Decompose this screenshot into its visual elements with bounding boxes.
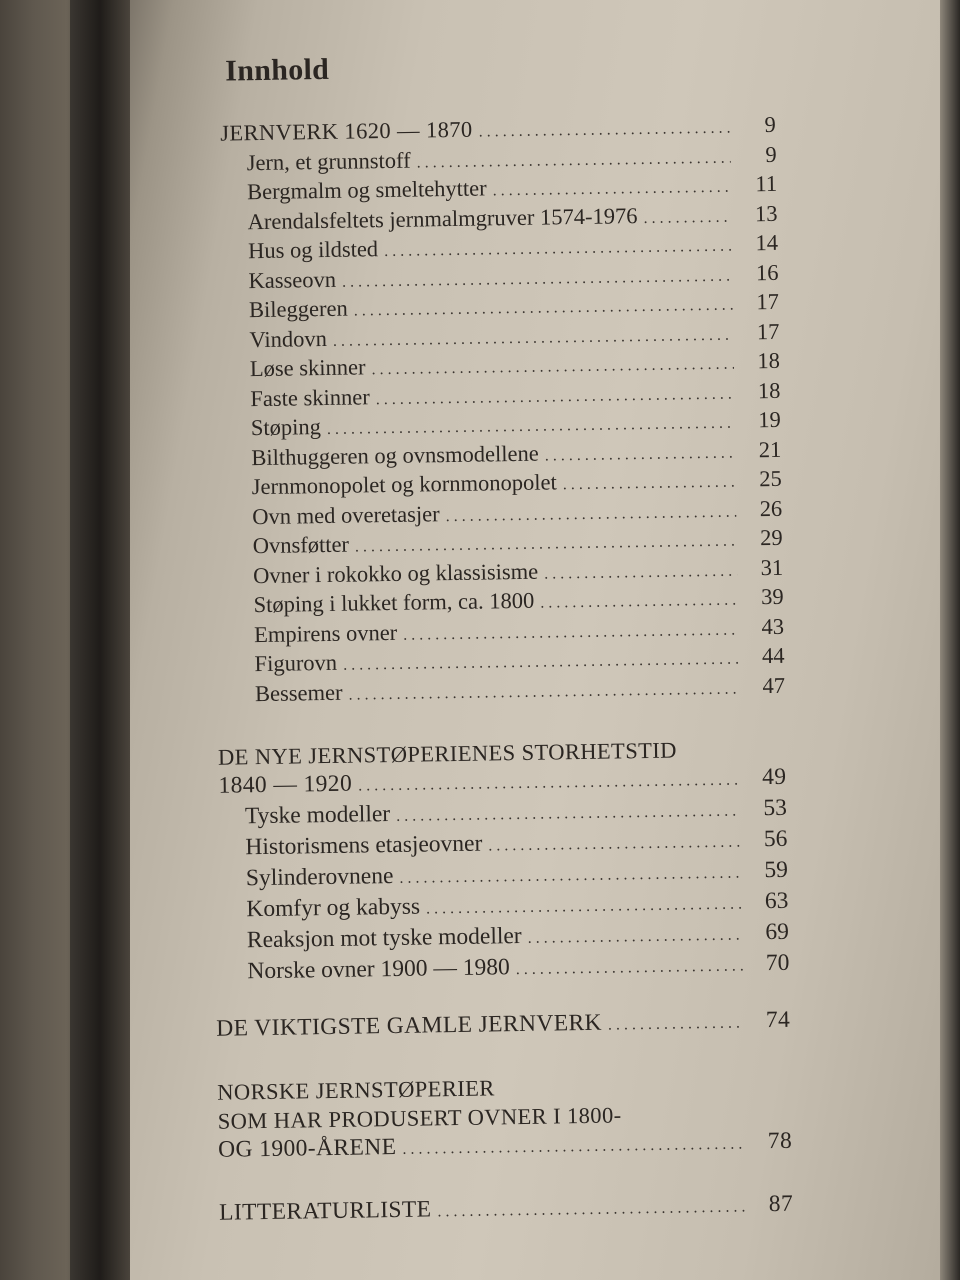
page-number: 26 xyxy=(759,495,783,521)
page-number: 9 xyxy=(765,141,777,167)
page-number: 49 xyxy=(761,763,787,791)
entry-title: Arendalsfeltets jernmalmgruver 1574-1976 xyxy=(247,202,638,234)
dot-leader xyxy=(563,470,736,499)
section-title-line: SOM HAR PRODUSERT OVNER I 1800- xyxy=(217,1102,622,1134)
page-number: 70 xyxy=(765,949,790,977)
page-number: 63 xyxy=(764,887,789,915)
page-number: 16 xyxy=(755,259,779,285)
entry-title: Faste skinner xyxy=(250,383,370,411)
section-title-line: NORSKE JERNSTØPERIER xyxy=(217,1075,495,1105)
page-number: 59 xyxy=(764,856,789,884)
table-of-contents xyxy=(195,46,793,1230)
dot-leader xyxy=(643,204,732,232)
page-number: 14 xyxy=(755,229,779,256)
page-number: 25 xyxy=(759,465,782,492)
entry-title: Bessemer xyxy=(254,679,343,706)
page-number: 18 xyxy=(757,377,781,403)
dot-leader xyxy=(608,1008,745,1039)
entry-title: Empirens ovner xyxy=(253,619,398,647)
section-title: 1840 — 1920 xyxy=(218,770,353,799)
dot-leader xyxy=(478,116,730,146)
entry-title: Støping xyxy=(250,414,322,441)
dot-leader xyxy=(416,145,730,176)
entry-title: Tyske modeller xyxy=(244,801,391,830)
page-number: 56 xyxy=(763,825,788,853)
page-number: 13 xyxy=(754,200,778,226)
page-number: 31 xyxy=(760,554,784,580)
entry-title: Norske ovner 1900 — 1980 xyxy=(247,954,510,985)
dot-leader xyxy=(540,588,738,618)
dot-leader xyxy=(358,766,741,801)
toc-section-storhetstid xyxy=(206,734,790,989)
entry-title: Ovner i rokokko og klassisisme xyxy=(252,558,539,588)
page-number: 11 xyxy=(755,170,778,197)
dot-leader xyxy=(446,499,737,530)
entry-title: Jernmonopolet og kornmonopolet xyxy=(251,469,557,500)
dot-leader xyxy=(371,352,734,384)
dot-leader xyxy=(399,859,742,893)
page-number: 87 xyxy=(768,1190,794,1218)
section-title: LITTERATURLISTE xyxy=(218,1196,432,1226)
dot-leader xyxy=(544,558,737,588)
dot-leader xyxy=(426,890,743,924)
page-number: 29 xyxy=(759,524,783,551)
section-title: DE VIKTIGSTE GAMLE JERNVERK xyxy=(216,1009,603,1042)
entry-title: Reaksjon mot tyske modeller xyxy=(246,922,522,954)
section-title: JERNVERK 1620 — 1870 xyxy=(220,116,473,146)
page-number: 78 xyxy=(767,1127,793,1155)
entry-title: Vindovn xyxy=(249,325,328,352)
page-number: 43 xyxy=(761,613,785,639)
section-title: OG 1900-ÅRENE xyxy=(217,1133,397,1163)
entry-title: Historismens etasjeovner xyxy=(245,830,483,861)
page-number: 53 xyxy=(763,794,788,822)
dot-leader xyxy=(527,921,743,953)
entry-title: Jern, et grunnstoff xyxy=(246,147,411,175)
page-number: 17 xyxy=(756,318,780,344)
page-number: 17 xyxy=(756,288,780,315)
page-right-edge xyxy=(940,0,960,1280)
entry-title: Figurovn xyxy=(254,649,338,677)
entry-title: Komfyr og kabyss xyxy=(246,893,421,923)
entry-title: Bileggeren xyxy=(248,295,348,323)
dot-leader xyxy=(493,175,732,205)
section-title-line: DE NYE JERNSTØPERIENES STORHETSTID xyxy=(217,737,678,770)
toc-section-jernverk xyxy=(196,112,785,711)
entry-title: Kasseovn xyxy=(248,266,337,293)
book-gutter xyxy=(70,0,130,1280)
page-number: 18 xyxy=(757,347,781,374)
entry-title: Bergmalm og smeltehytter xyxy=(246,175,487,205)
dot-leader xyxy=(384,234,732,266)
page-number: 39 xyxy=(760,583,784,610)
entry-title: Bilthuggeren og ovnsmodellene xyxy=(251,440,539,470)
page-number: 69 xyxy=(765,918,790,946)
entry-title: Sylinderovnene xyxy=(245,862,394,892)
toc-heading: Innhold xyxy=(224,52,330,88)
entry-title: Støping i lukket form, ca. 1800 xyxy=(253,587,535,618)
page-number: 44 xyxy=(761,642,785,669)
entry-title: Ovnsføtter xyxy=(252,531,350,559)
entry-title: Løse skinner xyxy=(249,354,366,382)
entry-title: Ovn med overetasjer xyxy=(252,500,440,529)
dot-leader xyxy=(437,1192,747,1226)
dot-leader xyxy=(402,1129,746,1163)
page-number: 21 xyxy=(758,436,782,462)
toc-section-jernstoperier xyxy=(211,1069,792,1167)
dot-leader xyxy=(516,952,744,985)
dot-leader xyxy=(396,797,741,831)
dot-leader xyxy=(403,617,738,649)
dot-leader xyxy=(376,381,735,413)
page-number: 47 xyxy=(762,672,786,698)
dot-leader xyxy=(488,828,742,861)
page-number: 74 xyxy=(765,1006,791,1034)
dot-leader xyxy=(545,440,736,469)
entry-title: Hus og ildsted xyxy=(247,236,379,264)
page-number: 19 xyxy=(758,406,781,433)
page-number: 9 xyxy=(764,111,777,138)
